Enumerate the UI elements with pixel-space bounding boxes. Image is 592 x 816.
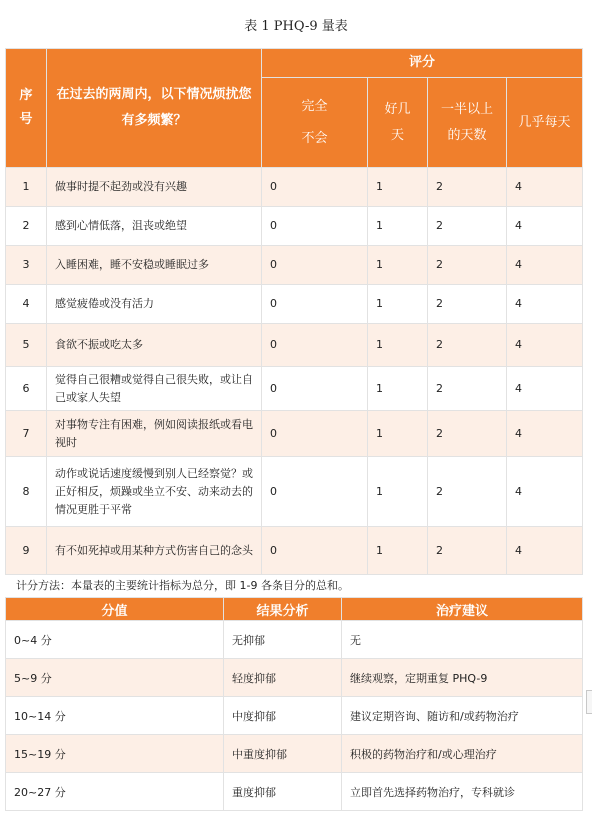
score-cell: 1 (368, 527, 428, 575)
header-question: 在过去的两周内，以下情况烦扰您有多频繁？ (47, 49, 262, 168)
row-no: 2 (6, 207, 47, 246)
score-cell: 0 (262, 246, 368, 285)
phq9-table (5, 48, 583, 575)
row-text: 对事物专注有困难，例如阅读报纸或看电视时 (47, 411, 262, 457)
header-option-0: 完全不会 (262, 78, 368, 168)
score-cell: 2 (428, 324, 507, 367)
score-cell: 0 (262, 527, 368, 575)
row-text: 食欲不振或吃太多 (47, 324, 262, 367)
score-cell: 0 (262, 457, 368, 527)
advice: 继续观察，定期重复 PHQ-9 (342, 659, 583, 697)
analysis: 中度抑郁 (224, 697, 342, 735)
table-row (6, 659, 583, 697)
row-no: 9 (6, 527, 47, 575)
analysis: 中重度抑郁 (224, 735, 342, 773)
header-score: 评分 (262, 49, 583, 78)
score-cell: 4 (507, 246, 583, 285)
score-range: 0~4 分 (6, 621, 224, 659)
header-no: 序号 (6, 49, 47, 168)
row-text: 有不如死掉或用某种方式伤害自己的念头 (47, 527, 262, 575)
score-cell: 0 (262, 411, 368, 457)
score-cell: 1 (368, 285, 428, 324)
header-option-3: 几乎每天 (507, 78, 583, 168)
score-cell: 2 (428, 207, 507, 246)
analysis: 重度抑郁 (224, 773, 342, 811)
row-text: 感到心情低落，沮丧或绝望 (47, 207, 262, 246)
score-cell: 4 (507, 527, 583, 575)
table-row (6, 457, 583, 527)
score-cell: 2 (428, 457, 507, 527)
score-cell: 4 (507, 324, 583, 367)
table-row (6, 324, 583, 367)
analysis: 无抑郁 (224, 621, 342, 659)
score-cell: 2 (428, 168, 507, 207)
scroll-handle[interactable] (586, 690, 592, 714)
score-cell: 2 (428, 246, 507, 285)
score-cell: 0 (262, 207, 368, 246)
score-cell: 4 (507, 168, 583, 207)
score-cell: 0 (262, 324, 368, 367)
row-no: 8 (6, 457, 47, 527)
score-cell: 4 (507, 367, 583, 411)
table-row (6, 367, 583, 411)
score-cell: 1 (368, 168, 428, 207)
score-cell: 1 (368, 207, 428, 246)
score-cell: 1 (368, 246, 428, 285)
score-cell: 2 (428, 527, 507, 575)
header-advice: 治疗建议 (342, 598, 583, 621)
analysis: 轻度抑郁 (224, 659, 342, 697)
results-table (5, 597, 583, 811)
header-analysis: 结果分析 (224, 598, 342, 621)
score-cell: 0 (262, 285, 368, 324)
score-cell: 1 (368, 324, 428, 367)
score-range: 10~14 分 (6, 697, 224, 735)
score-cell: 2 (428, 367, 507, 411)
table-row (6, 621, 583, 659)
table-row (6, 773, 583, 811)
row-text: 入睡困难，睡不安稳或睡眠过多 (47, 246, 262, 285)
score-cell: 4 (507, 411, 583, 457)
row-no: 4 (6, 285, 47, 324)
table-title: 表 1 PHQ-9 量表 (244, 19, 348, 34)
row-no: 6 (6, 367, 47, 411)
table-row (6, 697, 583, 735)
table-row (6, 735, 583, 773)
header-score-range: 分值 (6, 598, 224, 621)
row-no: 7 (6, 411, 47, 457)
row-text: 动作或说话速度缓慢到别人已经察觉？或正好相反，烦躁或坐立不安、动来动去的情况更胜于平常 (47, 457, 262, 527)
header-option-1: 好几天 (368, 78, 428, 168)
row-text: 做事时提不起劲或没有兴趣 (47, 168, 262, 207)
row-no: 3 (6, 246, 47, 285)
table-row (6, 285, 583, 324)
score-range: 15~19 分 (6, 735, 224, 773)
scoring-note: 计分方法：本量表的主要统计指标为总分，即 1-9 各条目分的总和。 (16, 579, 349, 592)
score-cell: 2 (428, 285, 507, 324)
score-range: 5~9 分 (6, 659, 224, 697)
score-cell: 4 (507, 457, 583, 527)
score-cell: 1 (368, 411, 428, 457)
score-cell: 0 (262, 168, 368, 207)
table-row (6, 411, 583, 457)
row-no: 1 (6, 168, 47, 207)
row-text: 感觉疲倦或没有活力 (47, 285, 262, 324)
score-cell: 1 (368, 367, 428, 411)
score-cell: 4 (507, 207, 583, 246)
score-range: 20~27 分 (6, 773, 224, 811)
advice: 无 (342, 621, 583, 659)
table-row (6, 207, 583, 246)
table-row (6, 246, 583, 285)
header-option-2: 一半以上的天数 (428, 78, 507, 168)
score-cell: 4 (507, 285, 583, 324)
score-cell: 1 (368, 457, 428, 527)
row-text: 觉得自己很糟或觉得自己很失败，或让自己或家人失望 (47, 367, 262, 411)
advice: 立即首先选择药物治疗，专科就诊 (342, 773, 583, 811)
table-row (6, 168, 583, 207)
advice: 积极的药物治疗和/或心理治疗 (342, 735, 583, 773)
advice: 建议定期咨询、随访和/或药物治疗 (342, 697, 583, 735)
score-cell: 2 (428, 411, 507, 457)
row-no: 5 (6, 324, 47, 367)
table-row (6, 527, 583, 575)
score-cell: 0 (262, 367, 368, 411)
